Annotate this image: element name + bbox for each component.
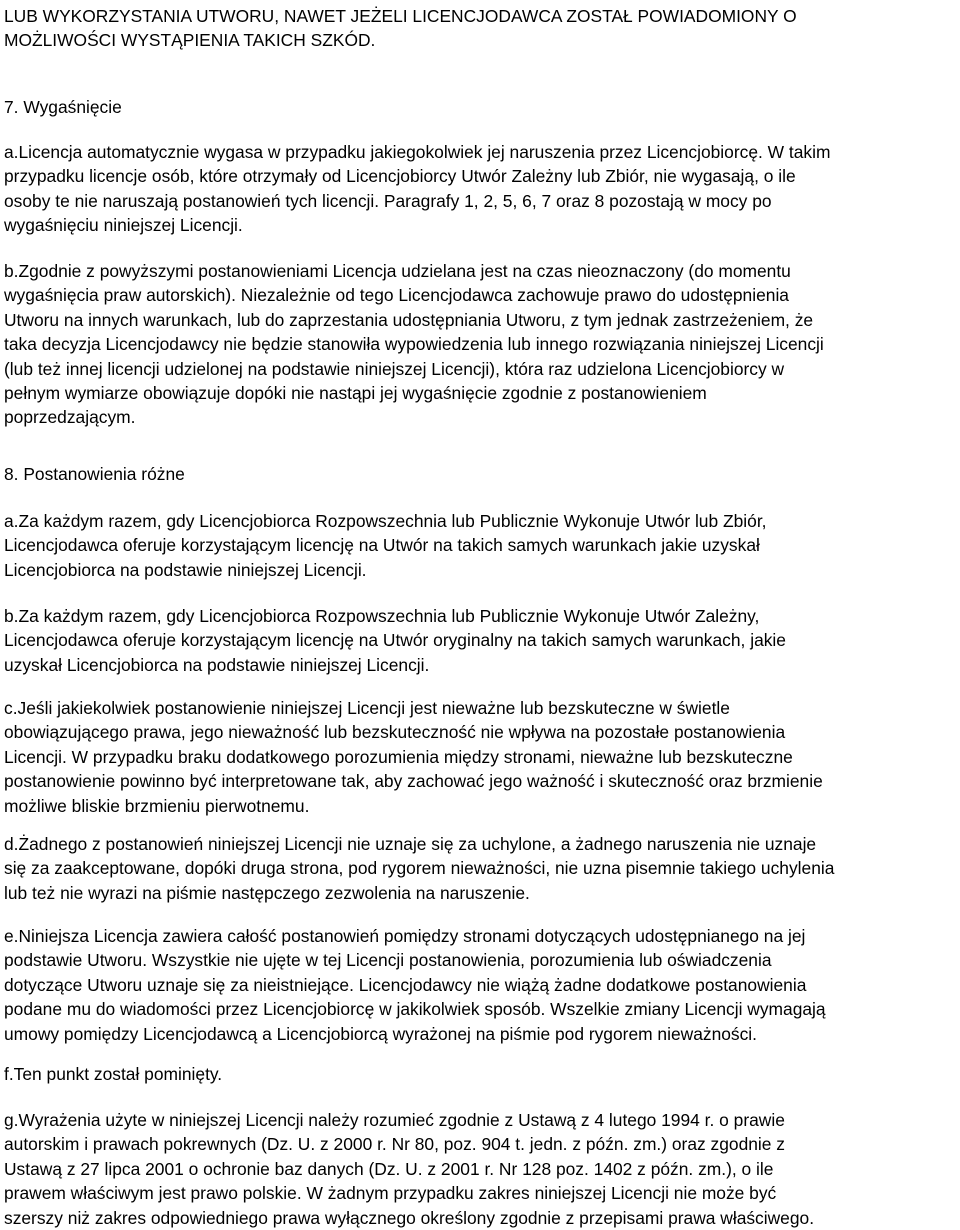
text-line: umowy pomiędzy Licencjodawcą a Licencjobiorcą wyrażonej na piśmie pod rygorem nieważności. <box>4 1023 757 1044</box>
text-line: Licencjobiorca na podstawie niniejszej Licencji. <box>4 559 367 580</box>
text-line: poprzedzającym. <box>4 407 136 428</box>
text-line: osoby te nie naruszają postanowień tych licencji. Paragrafy 1, 2, 5, 6, 7 oraz 8 pozostają w mocy po <box>4 190 772 211</box>
section-7-paragraph-a <box>4 140 830 238</box>
text-line: Licencjodawca oferuje korzystającym licencję na Utwór na takich samych warunkach jakie uzyskał <box>4 535 760 556</box>
section-8-paragraph-d <box>4 832 834 905</box>
section-8-paragraph-a <box>4 509 766 582</box>
text-line: wygaśnięciu niniejszej Licencji. <box>4 215 243 236</box>
heading-text: 7. Wygaśnięcie <box>4 97 122 117</box>
text-line: obowiązującego prawa, jego nieważność lub bezskuteczność nie wpływa na pozostałe postanowienia <box>4 722 786 743</box>
heading-text: 8. Postanowienia różne <box>4 464 185 484</box>
text-line: e.Niniejsza Licencja zawiera całość postanowień pomiędzy stronami dotyczących udostępnianego na jej <box>4 926 806 946</box>
text-line: przypadku licencje osób, które otrzymały od Licencjobiorcy Utwór Zależny lub Zbiór, nie wygasają, o ile <box>4 166 796 187</box>
text-line: a.Licencja automatycznie wygasa w przypadku jakiegokolwiek jej naruszenia przez Licencjobiorcę. W takim <box>4 142 831 162</box>
section-7-paragraph-b <box>4 259 824 430</box>
text-line: MOŻLIWOŚCI WYSTĄPIENIA TAKICH SZKÓD. <box>4 30 376 51</box>
intro-paragraph <box>4 4 797 53</box>
text-line: b.Zgodnie z powyższymi postanowieniami Licencja udzielana jest na czas nieoznaczony (do momentu <box>4 261 791 281</box>
text-line: b.Za każdym razem, gdy Licencjobiorca Rozpowszechnia lub Publicznie Wykonuje Utwór Zależny, <box>4 606 760 626</box>
text-line: szerszy niż zakres odpowiedniego prawa wyłącznego określony zgodnie z przepisami prawa właściwego. <box>4 1207 815 1228</box>
section-8-paragraph-c <box>4 696 823 818</box>
text-line: lub też nie wyrazi na piśmie następczego zezwolenia na naruszenie. <box>4 882 530 903</box>
section-7-heading <box>4 95 122 119</box>
text-line: wygaśnięcia praw autorskich). Niezależnie od tego Licencjodawca zachowuje prawo do udostępnienia <box>4 285 789 306</box>
section-8-paragraph-e <box>4 924 826 1046</box>
text-line: a.Za każdym razem, gdy Licencjobiorca Rozpowszechnia lub Publicznie Wykonuje Utwór lub Zbiór, <box>4 511 767 531</box>
text-line: Ustawą z 27 lipca 2001 o ochronie baz danych (Dz. U. z 2001 r. Nr 128 poz. 1402 z późn. zm.), o ile <box>4 1158 774 1179</box>
section-8-paragraph-g <box>4 1108 814 1230</box>
section-8-heading <box>4 462 185 486</box>
text-line: f.Ten punkt został pominięty. <box>4 1064 223 1084</box>
text-line: postanowienie powinno być interpretowane tak, aby zachować jego ważność i skuteczność oraz brzmienie <box>4 771 823 792</box>
section-8-paragraph-b <box>4 604 786 677</box>
text-line: pełnym wymiarze obowiązuje dopóki nie nastąpi jej wygaśnięcie zgodnie z postanowieniem <box>4 383 707 404</box>
text-line: możliwe bliskie brzmieniu pierwotnemu. <box>4 795 310 816</box>
text-line: Licencjodawca oferuje korzystającym licencję na Utwór oryginalny na takich samych warunkach, jakie <box>4 630 786 651</box>
text-line: d.Żadnego z postanowień niniejszej Licencji nie uznaje się za uchylone, a żadnego naruszenia nie uznaje <box>4 834 817 854</box>
text-line: podane mu do wiadomości przez Licencjobiorcę w jakikolwiek sposób. Wszelkie zmiany Licencji wymagają <box>4 999 826 1020</box>
text-line: uzyskał Licencjobiorca na podstawie niniejszej Licencji. <box>4 654 430 675</box>
text-line: c.Jeśli jakiekolwiek postanowienie niniejszej Licencji jest nieważne lub bezskuteczne w świetle <box>4 698 730 718</box>
text-line: się za zaakceptowane, dopóki druga strona, pod rygorem nieważności, nie uzna pisemnie takiego uchylenia <box>4 858 835 879</box>
text-line: taka decyzja Licencjodawcy nie będzie stanowiła wypowiedzenia lub innego rozwiązania niniejszej Licencji <box>4 334 824 355</box>
text-line: podstawie Utworu. Wszystkie nie ujęte w tej Licencji postanowienia, porozumienia lub oświadczenia <box>4 950 772 971</box>
section-8-paragraph-f <box>4 1062 222 1086</box>
text-line: LUB WYKORZYSTANIA UTWORU, NAWET JEŻELI LICENCJODAWCA ZOSTAŁ POWIADOMIONY O <box>4 6 797 26</box>
text-line: autorskim i prawach pokrewnych (Dz. U. z 2000 r. Nr 80, poz. 904 t. jedn. z późn. zm.) oraz zgodnie z <box>4 1134 785 1155</box>
text-line: Licencji. W przypadku braku dodatkowego porozumienia między stronami, nieważne lub bezskuteczne <box>4 746 793 767</box>
text-line: Utworu na innych warunkach, lub do zaprzestania udostępniania Utworu, z tym jednak zastrzeżeniem, że <box>4 309 814 330</box>
text-line: dotyczące Utworu uznaje się za nieistniejące. Licencjodawcy nie wiążą żadne dodatkowe postanowienia <box>4 974 807 995</box>
text-line: (lub też innej licencji udzielonej na podstawie niniejszej Licencji), która raz udzielona Licencjobiorcy w <box>4 358 785 379</box>
text-line: prawem właściwym jest prawo polskie. W żadnym przypadku zakres niniejszej Licencji nie może być <box>4 1183 777 1204</box>
text-line: g.Wyrażenia użyte w niniejszej Licencji należy rozumieć zgodnie z Ustawą z 4 lutego 1994 r. o prawie <box>4 1110 785 1130</box>
